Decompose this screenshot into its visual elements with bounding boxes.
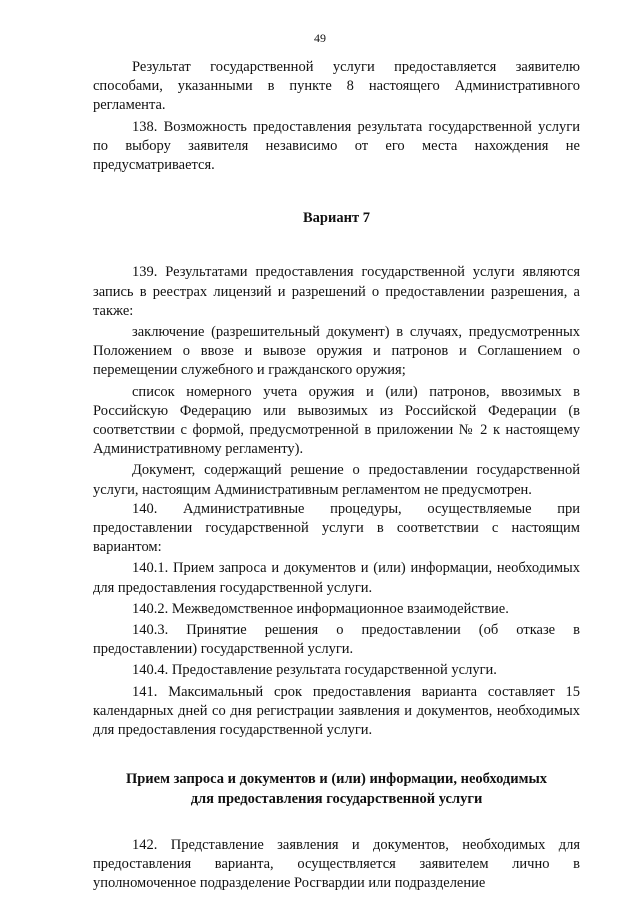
paragraph-142: 142. Представление заявления и документов, необходимых для предоставления варианта, осуществляется заявителем лично в уполномоченное подразделение Росгвардии или подразделение — [93, 836, 580, 892]
paragraph-result-delivery: Результат государственной услуги предоставляется заявителю способами, указанными в пункте 8 настоящего Административного регламента. — [93, 59, 580, 114]
document-body — [93, 58, 580, 893]
paragraph-conclusion: заключение (разрешительный документ) в случаях, предусмотренных Положением о ввозе и вывозе оружия и патронов и Соглашением о перемещении служебного и гражданского оружия; — [93, 324, 580, 379]
paragraph-140-2: 140.2. Межведомственное информационное взаимодействие. — [132, 600, 509, 617]
section-heading — [93, 770, 580, 808]
section-heading-line-2: для предоставления государственной услуги — [190, 790, 483, 807]
paragraph-140-3: 140.3. Принятие решения о предоставлении (об отказе в предоставлении) государственной услуги. — [93, 622, 580, 658]
variant-heading: Вариант 7 — [303, 210, 370, 227]
page-number: 49 — [314, 31, 326, 45]
paragraph-140: 140. Административные процедуры, осуществляемые при предоставлении государственной услуги в соответствии с настоящим вариантом: — [93, 500, 580, 556]
paragraph-141: 141. Максимальный срок предоставления варианта составляет 15 календарных дней со дня регистрации заявления и документов, необходимых для предоставления государственной услуги. — [93, 683, 580, 739]
paragraph-decision-document: Документ, содержащий решение о предоставлении государственной услуги, настоящим Административным регламентом не предусмотрен. — [93, 462, 580, 498]
section-heading-line-1: Прием запроса и документов и (или) информации, необходимых — [125, 771, 548, 788]
paragraph-140-1: 140.1. Прием запроса и документов и (или) информации, необходимых для предоставления государственной услуги. — [93, 560, 580, 596]
paragraph-140-4: 140.4. Предоставление результата государственной услуги. — [132, 662, 497, 679]
paragraph-weapon-list: список номерного учета оружия и (или) патронов, ввозимых в Российскую Федерацию или вывозимых из Российской Федерации (в соответствии с формой, предусмотренной в приложении № 2 к настоящему Административному регламенту). — [93, 383, 580, 458]
paragraph-139: 139. Результатами предоставления государственной услуги являются запись в реестрах лицензий и разрешений о предоставлении разрешения, а также: — [93, 264, 580, 319]
paragraph-138: 138. Возможность предоставления результата государственной услуги по выбору заявителя независимо от его места нахождения не предусматривается. — [93, 118, 580, 174]
